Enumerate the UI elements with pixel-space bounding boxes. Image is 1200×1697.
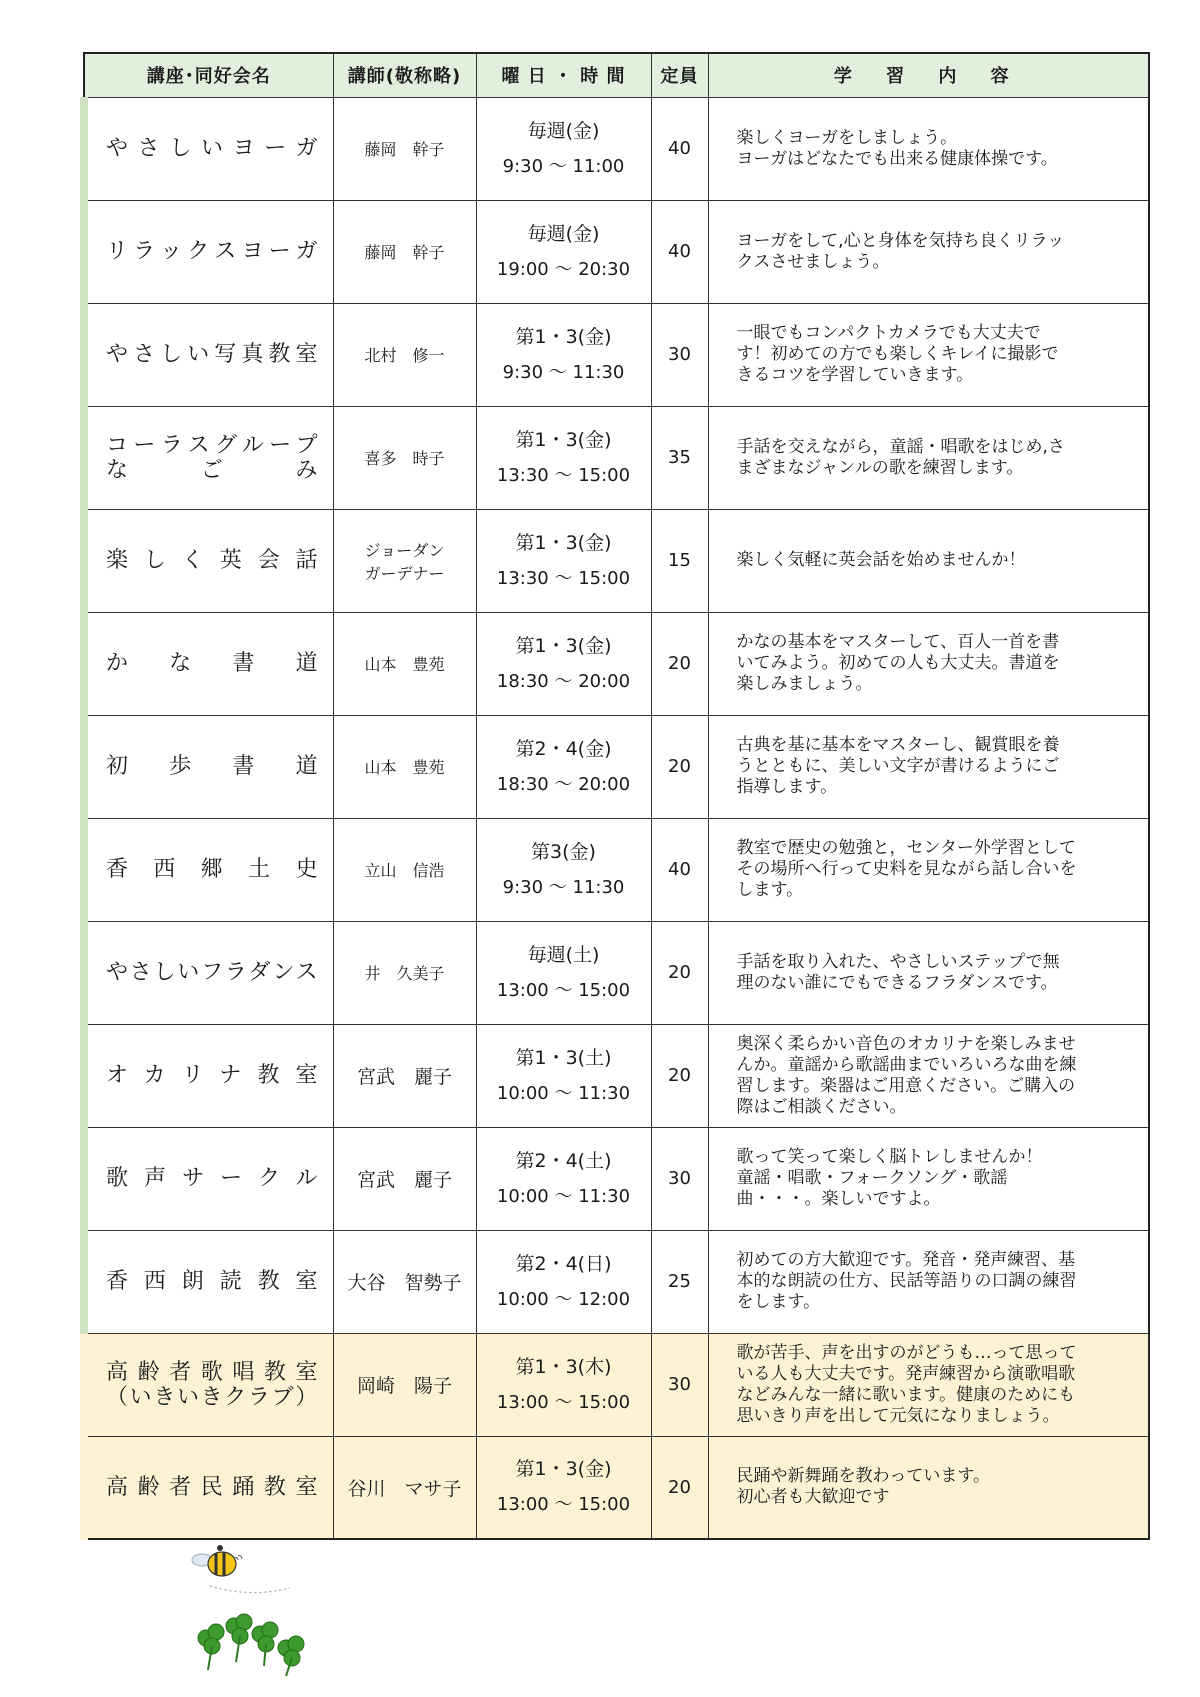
course-day: 第1・3(土) <box>515 1046 612 1069</box>
instructor-name: 立山 信浩 <box>364 861 445 880</box>
content-cell <box>708 1127 1149 1230</box>
course-name-line: 高齢者民踊教室 <box>106 1474 319 1500</box>
instructor-cell <box>333 406 476 509</box>
course-hours: 9:30 ～ 11:00 <box>502 155 625 177</box>
instructor-name: 北村 修一 <box>364 346 445 365</box>
bee-icon <box>192 1545 242 1576</box>
content-line: 教室で歴史の勉強と，センター外学習として <box>736 838 1076 858</box>
capacity-cell: 40 <box>651 97 708 200</box>
instructor-name: 岡崎 陽子 <box>356 1375 452 1397</box>
content-cell <box>708 1024 1149 1127</box>
content-cell <box>708 921 1149 1024</box>
content-cell <box>708 1230 1149 1333</box>
content-line: 手話を取り入れた、やさしいステップで無 <box>736 951 1060 972</box>
course-name-cell <box>84 1436 333 1539</box>
course-day: 毎週(金) <box>527 119 600 142</box>
course-day: 第1・3(木) <box>515 1355 612 1378</box>
content-line: 本的な朗読の仕方、民話等語りの口調の練習 <box>736 1271 1077 1291</box>
content-line: 初心者も大歓迎です <box>736 1487 890 1508</box>
capacity-cell: 20 <box>651 715 708 818</box>
course-hours: 10:00 ～ 12:00 <box>496 1288 631 1310</box>
content-line: その場所へ行って史料を見ながら話し合いを <box>736 859 1077 879</box>
instructor-cell <box>333 1127 476 1230</box>
instructor-cell <box>333 1436 476 1539</box>
instructor-cell <box>333 715 476 818</box>
capacity-cell: 20 <box>651 1024 708 1127</box>
course-name-cell <box>84 303 333 406</box>
course-name-line: なごみ <box>106 457 319 483</box>
instructor-cell <box>333 1230 476 1333</box>
schedule-cell <box>476 200 651 303</box>
bee-and-clover-decoration <box>190 1540 330 1680</box>
course-hours: 10:00 ～ 11:30 <box>496 1082 631 1104</box>
course-hours: 18:30 ～ 20:00 <box>496 670 631 692</box>
table-row <box>84 1333 1149 1436</box>
schedule-cell <box>476 406 651 509</box>
course-name-cell <box>84 715 333 818</box>
instructor-name: 宮武 麗子 <box>356 1169 452 1191</box>
schedule-cell <box>476 1436 651 1539</box>
instructor-name: 藤岡 幹子 <box>364 243 445 262</box>
content-line: ヨーガはどなたでも出来る健康体操です。 <box>736 148 1058 169</box>
content-cell <box>708 200 1149 303</box>
course-day: 第3(金) <box>531 840 596 863</box>
course-day: 第1・3(金) <box>515 634 612 657</box>
content-cell <box>708 715 1149 818</box>
course-day: 第1・3(金) <box>515 1458 612 1481</box>
table-row <box>84 1024 1149 1127</box>
course-day: 第2・4(金) <box>515 737 612 760</box>
course-name-cell <box>84 509 333 612</box>
course-name-line: オカリナ教室 <box>106 1063 319 1088</box>
capacity-cell: 35 <box>651 406 708 509</box>
content-line: す！初めての方でも楽しくキレイに撮影で <box>736 344 1059 364</box>
instructor-name-line: ガーデナー <box>364 563 445 583</box>
course-day: 毎週(金) <box>527 222 600 245</box>
content-line: 楽しくヨーガをしましょう。 <box>736 127 958 148</box>
instructor-cell <box>333 1333 476 1436</box>
instructor-cell <box>333 509 476 612</box>
course-name-line: 香西朗読教室 <box>106 1269 319 1294</box>
course-hours: 13:00 ～ 15:00 <box>496 1391 631 1413</box>
course-hours: 13:30 ～ 15:00 <box>496 567 631 589</box>
instructor-cell <box>333 303 476 406</box>
course-name-line: 香西郷土史 <box>106 857 319 882</box>
header-course: 講座･同好会名 <box>84 53 333 97</box>
schedule-cell <box>476 509 651 612</box>
header-instructor: 講師(敬称略) <box>333 53 476 97</box>
course-hours: 19:00 ～ 20:30 <box>496 258 631 280</box>
course-name-line: やさしいフラダンス <box>106 960 319 985</box>
content-line: んか。童謡から歌謡曲までいろいろな曲を練 <box>736 1054 1077 1075</box>
instructor-name: 井 久美子 <box>364 964 445 983</box>
table-row <box>84 303 1149 406</box>
capacity-cell: 40 <box>651 200 708 303</box>
course-name-cell <box>84 818 333 921</box>
course-name-cell <box>84 200 333 303</box>
instructor-cell <box>333 921 476 1024</box>
instructor-name: 宮武 麗子 <box>356 1066 452 1088</box>
table-row <box>84 1127 1149 1230</box>
content-line: 初めての方大歓迎です。発音・発声練習、基 <box>736 1250 1076 1270</box>
course-name-cell <box>84 1024 333 1127</box>
instructor-cell <box>333 97 476 200</box>
content-cell <box>708 1436 1149 1539</box>
schedule-cell <box>476 1127 651 1230</box>
instructor-name: 藤岡 幹子 <box>364 140 445 159</box>
course-name-line: 高齢者歌唱教室 <box>106 1359 319 1385</box>
content-line: 楽しみましょう。 <box>736 674 873 694</box>
content-line: 楽しく気軽に英会話を始めませんか！ <box>736 550 1026 570</box>
capacity-cell: 15 <box>651 509 708 612</box>
content-line: 指導します。 <box>736 777 838 797</box>
schedule-cell <box>476 97 651 200</box>
course-name-line: 歌声サークル <box>106 1166 319 1191</box>
table-row <box>84 1230 1149 1333</box>
schedule-cell <box>476 818 651 921</box>
table-header-row <box>84 53 1149 97</box>
content-line: 民踊や新舞踊を教わっています。 <box>736 1466 990 1487</box>
instructor-name-line: ジョーダン <box>364 540 445 560</box>
course-hours: 13:00 ～ 15:00 <box>496 979 631 1001</box>
course-name-cell <box>84 612 333 715</box>
table-row <box>84 818 1149 921</box>
table-row <box>84 406 1149 509</box>
capacity-cell: 20 <box>651 612 708 715</box>
capacity-cell: 20 <box>651 921 708 1024</box>
content-line: かなの基本をマスターして、百人一首を書 <box>736 632 1060 652</box>
course-name-cell <box>84 1127 333 1230</box>
course-day: 第1・3(金) <box>515 325 612 348</box>
content-line: 歌って笑って楽しく脳トレしませんか！ <box>736 1147 1043 1167</box>
content-line: きるコツを学習していきます。 <box>736 365 974 385</box>
content-line: 曲・・・。楽しいですよ。 <box>736 1189 941 1209</box>
content-line: 際はご相談ください。 <box>736 1096 907 1117</box>
course-name-cell <box>84 97 333 200</box>
course-name-cell <box>84 921 333 1024</box>
content-cell <box>708 612 1149 715</box>
content-cell <box>708 509 1149 612</box>
course-day: 第1・3(金) <box>515 428 612 451</box>
course-name-cell <box>84 406 333 509</box>
course-name-cell <box>84 1333 333 1436</box>
table-row <box>84 612 1149 715</box>
capacity-cell: 20 <box>651 1436 708 1539</box>
content-line: します。 <box>736 880 804 900</box>
content-cell <box>708 406 1149 509</box>
header-time: 曜 日 ・ 時 間 <box>476 53 651 97</box>
content-cell <box>708 303 1149 406</box>
schedule-cell <box>476 1333 651 1436</box>
instructor-cell <box>333 200 476 303</box>
content-cell <box>708 1333 1149 1436</box>
content-line: 手話を交えながら，童謡・唱歌をはじめ,さ <box>736 436 1065 457</box>
content-line: 理のない誰にでもできるフラダンスです。 <box>736 972 1058 993</box>
schedule-cell <box>476 1024 651 1127</box>
content-line: 習します。楽器はご用意ください。ご購入の <box>736 1075 1076 1096</box>
capacity-cell: 40 <box>651 818 708 921</box>
content-line: をします。 <box>736 1292 821 1312</box>
instructor-cell <box>333 1024 476 1127</box>
table-row <box>84 97 1149 200</box>
course-hours: 9:30 ～ 11:30 <box>502 361 625 383</box>
course-name-line: かな書道 <box>106 651 319 676</box>
content-line: 奥深く柔らかい音色のオカリナを楽しみませ <box>736 1033 1076 1054</box>
course-day: 第2・4(土) <box>515 1149 612 1172</box>
content-line: いてみよう。初めての人も大丈夫。書道を <box>736 653 1060 673</box>
content-line: 思いきり声を出して元気になりましょう。 <box>736 1405 1060 1426</box>
content-line: クスさせましょう。 <box>736 251 890 272</box>
content-line: 童謡・唱歌・フォークソング・歌謡 <box>736 1168 1008 1188</box>
content-line: うとともに、美しい文字が書けるようにご <box>736 756 1060 776</box>
header-capacity: 定員 <box>651 53 708 97</box>
course-hours: 10:00 ～ 11:30 <box>496 1185 631 1207</box>
schedule-cell <box>476 715 651 818</box>
course-name-line: （いきいきクラブ） <box>106 1384 319 1410</box>
instructor-name: 山本 豊苑 <box>364 758 445 777</box>
course-name-line: コーラスグループ <box>106 432 319 458</box>
course-day: 第2・4(日) <box>515 1252 612 1275</box>
table-row <box>84 1436 1149 1539</box>
content-line: いる人も大丈夫です。発声練習から演歌唱歌 <box>736 1363 1076 1384</box>
course-name-line: 初歩書道 <box>106 754 319 779</box>
content-line: 古典を基に基本をマスターし、観賞眼を養 <box>736 735 1060 755</box>
clover-icon <box>198 1614 304 1676</box>
instructor-name: 谷川 マサ子 <box>347 1477 462 1500</box>
content-line: などみんな一緒に歌います。健康のためにも <box>736 1384 1076 1405</box>
course-hours: 18:30 ～ 20:00 <box>496 773 631 795</box>
capacity-cell: 30 <box>651 1333 708 1436</box>
course-schedule-table <box>80 52 1150 1540</box>
course-hours: 9:30 ～ 11:30 <box>502 876 625 898</box>
instructor-name: 山本 豊苑 <box>364 655 445 674</box>
course-hours: 13:30 ～ 15:00 <box>496 464 631 486</box>
course-name-line: 楽しく英会話 <box>106 548 319 573</box>
course-hours: 13:00 ～ 15:00 <box>496 1494 631 1516</box>
content-line: ヨーガをして,心と身体を気持ち良くリラッ <box>736 230 1065 251</box>
table-row <box>84 715 1149 818</box>
course-name-cell <box>84 1230 333 1333</box>
instructor-name: 喜多 時子 <box>364 449 445 468</box>
capacity-cell: 25 <box>651 1230 708 1333</box>
course-name-line: やさしいヨーガ <box>106 136 319 161</box>
course-name-line: リラックスヨーガ <box>106 239 319 264</box>
schedule-cell <box>476 612 651 715</box>
table-row <box>84 509 1149 612</box>
content-cell <box>708 97 1149 200</box>
course-day: 第1・3(金) <box>515 531 612 554</box>
instructor-name: 大谷 智勢子 <box>347 1272 462 1294</box>
header-content: 学 習 内 容 <box>708 53 1149 97</box>
content-cell <box>708 818 1149 921</box>
content-line: 歌が苦手、声を出すのがどうも…って思って <box>736 1342 1077 1363</box>
capacity-cell: 30 <box>651 1127 708 1230</box>
capacity-cell: 30 <box>651 303 708 406</box>
schedule-cell <box>476 303 651 406</box>
content-line: まざまなジャンルの歌を練習します。 <box>736 457 1024 478</box>
instructor-cell <box>333 612 476 715</box>
table-row <box>84 921 1149 1024</box>
schedule-cell <box>476 1230 651 1333</box>
course-name-line: やさしい写真教室 <box>106 342 319 367</box>
content-line: 一眼でもコンパクトカメラでも大丈夫で <box>736 323 1041 343</box>
course-day: 毎週(土) <box>527 943 600 966</box>
schedule-cell <box>476 921 651 1024</box>
instructor-cell <box>333 818 476 921</box>
table-row <box>84 200 1149 303</box>
